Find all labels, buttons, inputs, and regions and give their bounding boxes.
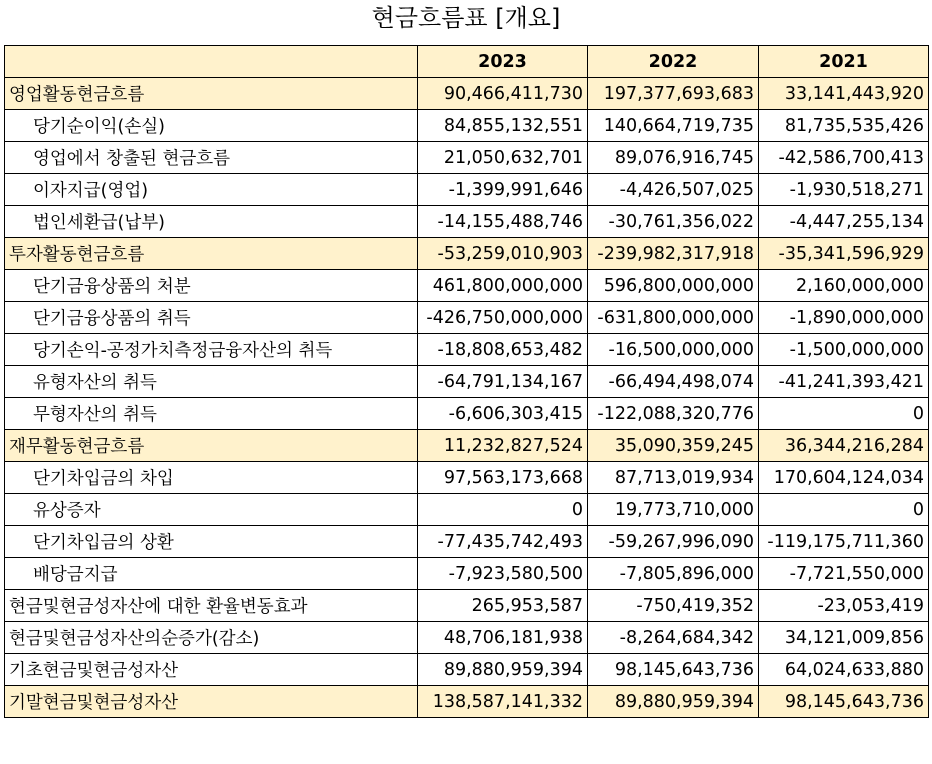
value-cell-2022: -16,500,000,000 xyxy=(588,334,759,366)
header-year-2022: 2022 xyxy=(588,46,759,78)
table-row xyxy=(5,174,929,206)
row-label: 유형자산의 취득 xyxy=(5,366,418,398)
value-cell-2023: -14,155,488,746 xyxy=(418,206,588,238)
value-cell-2021: -1,930,518,271 xyxy=(759,174,929,206)
value-cell-2021: -1,500,000,000 xyxy=(759,334,929,366)
value-cell-2023: -1,399,991,646 xyxy=(418,174,588,206)
value-cell-2021: 64,024,633,880 xyxy=(759,654,929,686)
value-cell-2023: -77,435,742,493 xyxy=(418,526,588,558)
value-cell-2022: 19,773,710,000 xyxy=(588,494,759,526)
value-cell-2022: -59,267,996,090 xyxy=(588,526,759,558)
table-row xyxy=(5,238,929,270)
value-cell-2022: 197,377,693,683 xyxy=(588,78,759,110)
header-label-cell xyxy=(5,46,418,78)
value-cell-2022: -30,761,356,022 xyxy=(588,206,759,238)
value-cell-2023: -53,259,010,903 xyxy=(418,238,588,270)
value-cell-2022: -122,088,320,776 xyxy=(588,398,759,430)
table-row xyxy=(5,558,929,590)
value-cell-2023: -7,923,580,500 xyxy=(418,558,588,590)
value-cell-2023: 11,232,827,524 xyxy=(418,430,588,462)
table-row xyxy=(5,206,929,238)
value-cell-2021: 0 xyxy=(759,398,929,430)
row-label: 현금및현금성자산에 대한 환율변동효과 xyxy=(5,590,418,622)
value-cell-2022: 89,076,916,745 xyxy=(588,142,759,174)
value-cell-2021: -23,053,419 xyxy=(759,590,929,622)
value-cell-2023: -6,606,303,415 xyxy=(418,398,588,430)
value-cell-2023: 461,800,000,000 xyxy=(418,270,588,302)
value-cell-2023: 48,706,181,938 xyxy=(418,622,588,654)
value-cell-2022: -239,982,317,918 xyxy=(588,238,759,270)
value-cell-2022: -631,800,000,000 xyxy=(588,302,759,334)
value-cell-2022: -8,264,684,342 xyxy=(588,622,759,654)
value-cell-2021: 33,141,443,920 xyxy=(759,78,929,110)
row-label: 기초현금및현금성자산 xyxy=(5,654,418,686)
row-label: 영업활동현금흐름 xyxy=(5,78,418,110)
value-cell-2021: 81,735,535,426 xyxy=(759,110,929,142)
table-row xyxy=(5,686,929,718)
value-cell-2021: -41,241,393,421 xyxy=(759,366,929,398)
table-row xyxy=(5,398,929,430)
row-label: 무형자산의 취득 xyxy=(5,398,418,430)
table-row xyxy=(5,462,929,494)
table-row xyxy=(5,110,929,142)
value-cell-2023: 84,855,132,551 xyxy=(418,110,588,142)
row-label: 투자활동현금흐름 xyxy=(5,238,418,270)
row-label: 현금및현금성자산의순증가(감소) xyxy=(5,622,418,654)
value-cell-2021: 36,344,216,284 xyxy=(759,430,929,462)
row-label: 법인세환급(납부) xyxy=(5,206,418,238)
row-label: 당기순이익(손실) xyxy=(5,110,418,142)
row-label: 단기차입금의 차입 xyxy=(5,462,418,494)
table-row xyxy=(5,302,929,334)
value-cell-2023: -426,750,000,000 xyxy=(418,302,588,334)
value-cell-2022: -66,494,498,074 xyxy=(588,366,759,398)
value-cell-2021: 98,145,643,736 xyxy=(759,686,929,718)
row-label: 이자지급(영업) xyxy=(5,174,418,206)
table-row xyxy=(5,494,929,526)
row-label: 기말현금및현금성자산 xyxy=(5,686,418,718)
row-label: 단기금융상품의 취득 xyxy=(5,302,418,334)
table-row xyxy=(5,142,929,174)
value-cell-2022: 98,145,643,736 xyxy=(588,654,759,686)
value-cell-2021: 2,160,000,000 xyxy=(759,270,929,302)
row-label: 영업에서 창출된 현금흐름 xyxy=(5,142,418,174)
header-year-2023: 2023 xyxy=(418,46,588,78)
table-row xyxy=(5,526,929,558)
row-label: 단기차입금의 상환 xyxy=(5,526,418,558)
page-title: 현금흐름표 [개요] xyxy=(371,4,561,32)
value-cell-2021: 0 xyxy=(759,494,929,526)
value-cell-2021: 34,121,009,856 xyxy=(759,622,929,654)
table-row xyxy=(5,622,929,654)
value-cell-2022: 89,880,959,394 xyxy=(588,686,759,718)
value-cell-2021: -42,586,700,413 xyxy=(759,142,929,174)
value-cell-2021: -1,890,000,000 xyxy=(759,302,929,334)
value-cell-2023: 89,880,959,394 xyxy=(418,654,588,686)
value-cell-2022: 596,800,000,000 xyxy=(588,270,759,302)
row-label: 유상증자 xyxy=(5,494,418,526)
table-row xyxy=(5,270,929,302)
table-row xyxy=(5,654,929,686)
value-cell-2023: -64,791,134,167 xyxy=(418,366,588,398)
value-cell-2021: 170,604,124,034 xyxy=(759,462,929,494)
value-cell-2023: 21,050,632,701 xyxy=(418,142,588,174)
value-cell-2021: -35,341,596,929 xyxy=(759,238,929,270)
table-row xyxy=(5,78,929,110)
value-cell-2021: -4,447,255,134 xyxy=(759,206,929,238)
cash-flow-table xyxy=(4,45,929,718)
table-body xyxy=(5,78,929,718)
value-cell-2022: -7,805,896,000 xyxy=(588,558,759,590)
table-header-row xyxy=(5,46,929,78)
row-label: 당기손익-공정가치측정금융자산의 취득 xyxy=(5,334,418,366)
table-row xyxy=(5,334,929,366)
value-cell-2021: -119,175,711,360 xyxy=(759,526,929,558)
value-cell-2023: 138,587,141,332 xyxy=(418,686,588,718)
row-label: 재무활동현금흐름 xyxy=(5,430,418,462)
table-row xyxy=(5,366,929,398)
table-row xyxy=(5,590,929,622)
value-cell-2022: -4,426,507,025 xyxy=(588,174,759,206)
value-cell-2023: 265,953,587 xyxy=(418,590,588,622)
value-cell-2021: -7,721,550,000 xyxy=(759,558,929,590)
table-row xyxy=(5,430,929,462)
value-cell-2023: -18,808,653,482 xyxy=(418,334,588,366)
value-cell-2023: 0 xyxy=(418,494,588,526)
value-cell-2022: 87,713,019,934 xyxy=(588,462,759,494)
value-cell-2023: 90,466,411,730 xyxy=(418,78,588,110)
row-label: 배당금지급 xyxy=(5,558,418,590)
value-cell-2022: -750,419,352 xyxy=(588,590,759,622)
row-label: 단기금융상품의 처분 xyxy=(5,270,418,302)
value-cell-2023: 97,563,173,668 xyxy=(418,462,588,494)
header-year-2021: 2021 xyxy=(759,46,929,78)
value-cell-2022: 140,664,719,735 xyxy=(588,110,759,142)
value-cell-2022: 35,090,359,245 xyxy=(588,430,759,462)
